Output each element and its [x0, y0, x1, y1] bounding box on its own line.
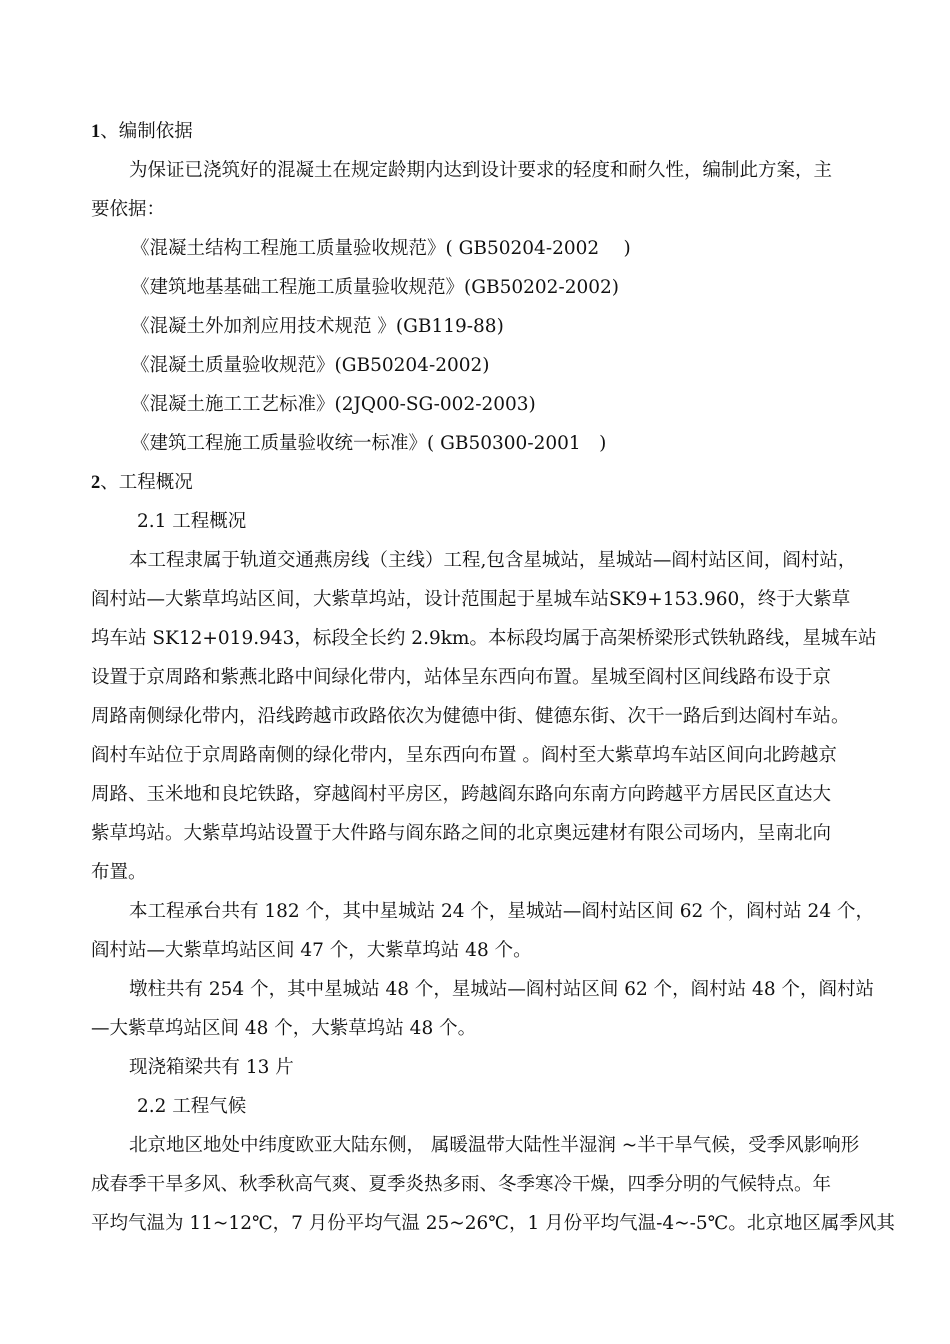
reference-item: 《混凝土质量验收规范》(GB50204-2002): [131, 355, 490, 376]
reference-item: 《建筑工程施工质量验收统一标准》( GB50300-2001 ): [131, 433, 607, 454]
para5-line: 成春季干旱多风、秋季秋高气爽、夏季炎热多雨、冬季寒冷干燥，四季分明的气候特点。年: [91, 1174, 832, 1195]
reference-item: 《建筑地基基础工程施工质量验收规范》(GB50202-2002): [131, 277, 619, 298]
para4-line: 现浇箱梁共有 13 片: [129, 1057, 294, 1078]
reference-item: 《混凝土施工工艺标准》(2JQ00-SG-002-2003): [131, 394, 536, 415]
para1-line: 坞车站 SK12+019.943，标段全长约 2.9km。本标段均属于高架桥梁形式铁轨路线，星城车站: [91, 628, 877, 649]
subsection-2-1-title: 2.1 工程概况: [137, 511, 247, 532]
para3-line: —大紫草坞站区间 48 个，大紫草坞站 48 个。: [91, 1018, 477, 1039]
section-2-number: 2: [91, 473, 101, 493]
para3-line: 墩柱共有 254 个，其中星城站 48 个，星城站—阎村站区间 62 个，阎村站 48 个，阎村站: [129, 979, 874, 1000]
para1-line: 阎村站—大紫草坞站区间，大紫草坞站，设计范围起于星城车站SK9+153.960，终于大紫草: [91, 589, 851, 610]
section-2-heading: [91, 463, 871, 502]
para1-line: 周路、玉米地和良坨铁路，穿越阎村平房区，跨越阎东路向东南方向跨越平方居民区直达大: [91, 784, 832, 805]
document-page: [91, 112, 895, 1243]
intro-line-1: 为保证已浇筑好的混凝土在规定龄期内达到设计要求的轻度和耐久性，编制此方案，主: [129, 160, 833, 181]
para1-line: 本工程隶属于轨道交通燕房线（主线）工程,包含星城站，星城站—阎村站区间，阎村站，: [129, 550, 857, 571]
para1-line: 阎村车站位于京周路南侧的绿化带内，呈东西向布置 。阎村至大紫草坞车站区间向北跨越京: [91, 745, 837, 766]
para1-line: 紫草坞站。大紫草坞站设置于大件路与阎东路之间的北京奥远建材有限公司场内，呈南北向: [91, 823, 832, 844]
para1-line: 布置。: [91, 862, 147, 883]
subsection-2-2-title: 2.2 工程气候: [137, 1096, 247, 1117]
para2-line: 本工程承台共有 182 个，其中星城站 24 个，星城站—阎村站区间 62 个，阎村站 24 个，: [129, 901, 874, 922]
section-2-title: 、工程概况: [100, 472, 193, 493]
section-1-number: 1: [91, 122, 101, 142]
para5-line: 北京地区地处中纬度欧亚大陆东侧， 属暖温带大陆性半湿润 ~半干旱气候，受季风影响形: [129, 1135, 860, 1156]
para1-line: 设置于京周路和紫燕北路中间绿化带内，站体呈东西向布置。星城至阎村区间线路布设于京: [91, 667, 832, 688]
para2-line: 阎村站—大紫草坞站区间 47 个，大紫草坞站 48 个。: [91, 940, 532, 961]
section-1-title: 、编制依据: [100, 121, 193, 142]
para5-line: 平均气温为 11~12℃，7 月份平均气温 25~26℃，1 月份平均气温-4~-5℃。北京地区属季风其: [91, 1213, 895, 1234]
reference-item: 《混凝土结构工程施工质量验收规范》( GB50204-2002 ): [131, 238, 631, 259]
para1-line: 周路南侧绿化带内，沿线跨越市政路依次为健德中街、健德东街、次干一路后到达阎村车站。: [91, 706, 850, 727]
reference-item: 《混凝土外加剂应用技术规范 》(GB119-88): [131, 316, 504, 337]
section-1-heading: [91, 112, 871, 151]
intro-line-2: 要依据：: [91, 199, 166, 220]
